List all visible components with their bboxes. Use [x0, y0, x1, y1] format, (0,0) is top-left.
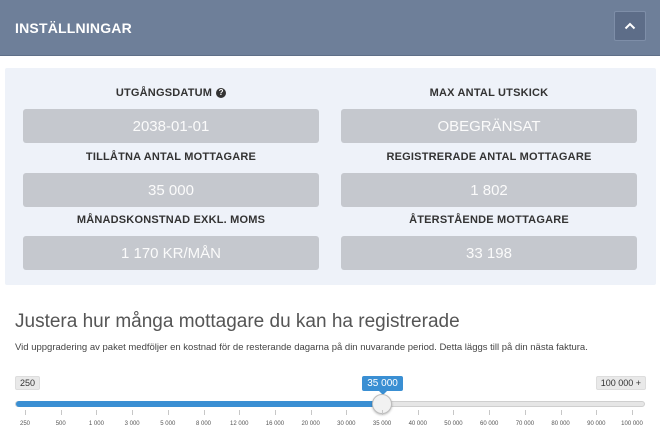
registered-recipients-field — [341, 150, 637, 207]
slider-tick — [489, 410, 490, 415]
monthly-cost-label: MÅNADSKONSTNAD EXKL. MOMS — [76, 214, 266, 226]
slider-tick — [346, 410, 347, 415]
slider-tick-label: 60 000 — [479, 421, 499, 427]
slider-track[interactable] — [15, 401, 645, 407]
slider-tick — [632, 410, 633, 415]
expiry-label — [23, 86, 319, 100]
adjust-title: Justera hur många mottagare du kan ha registrerade — [15, 311, 460, 332]
max-sends-label: MAX ANTAL UTSKICK — [429, 87, 549, 99]
slider-tick — [525, 410, 526, 415]
remaining-recipients-value: 33 198 — [341, 236, 637, 270]
slider-tick-label: 20 000 — [301, 421, 320, 427]
slider-tick-label: 100 000 — [621, 421, 643, 427]
slider-max-label: 100 000 + — [596, 376, 646, 390]
remaining-recipients-label: ÅTERSTÅENDE MOTTAGARE — [409, 214, 569, 226]
slider-tick-label: 35 000 — [372, 421, 392, 427]
slider-tick-label: 70 000 — [515, 421, 535, 427]
info-panel — [5, 68, 656, 285]
slider-ticks — [0, 410, 660, 445]
allowed-recipients-label: TILLÅTNA ANTAL MOTTAGARE — [85, 151, 257, 163]
slider-tick-label: 90 000 — [587, 421, 606, 427]
monthly-cost-value: 1 170 KR/MÅN — [23, 236, 319, 270]
slider-tick-label: 12 000 — [230, 421, 249, 427]
slider-tick-label: 40 000 — [408, 421, 427, 427]
allowed-recipients-field — [23, 150, 319, 207]
slider-tick-label: 30 000 — [337, 421, 356, 427]
slider-min-label: 250 — [15, 376, 40, 390]
slider-tick — [239, 410, 240, 415]
adjust-description: Vid uppgradering av paket medföljer en kostnad för de resterande dagarna på din nuvarande period. Detta läggs till på din nästa faktura. — [15, 342, 588, 353]
registered-recipients-value: 1 802 — [341, 173, 637, 207]
header-title: INSTÄLLNINGAR — [15, 20, 132, 36]
slider-tick-label: 250 — [19, 421, 31, 427]
expiry-field — [23, 86, 319, 143]
slider-tick — [382, 410, 383, 415]
slider-current-value: 35 000 — [362, 376, 403, 391]
slider-tick — [168, 410, 169, 415]
allowed-recipients-value: 35 000 — [23, 173, 319, 207]
slider-tick-label: 3 000 — [124, 421, 140, 427]
slider-tick-label: 5 000 — [160, 421, 176, 427]
registered-recipients-label: REGISTRERADE ANTAL MOTTAGARE — [386, 151, 592, 163]
slider-tick — [275, 410, 276, 415]
remaining-recipients-field — [341, 213, 637, 270]
slider-tick-label: 500 — [55, 421, 66, 427]
chevron-up-icon — [624, 22, 636, 30]
slider-tick-label: 1 000 — [88, 421, 104, 427]
monthly-cost-field — [23, 213, 319, 270]
slider-tick — [96, 410, 97, 415]
slider-tick — [132, 410, 133, 415]
max-sends-value: OBEGRÄNSAT — [341, 109, 637, 143]
expiry-value: 2038-01-01 — [23, 109, 319, 143]
slider-tick — [596, 410, 597, 415]
max-sends-field — [341, 86, 637, 143]
slider-tick — [561, 410, 562, 415]
collapse-button[interactable] — [614, 11, 646, 41]
slider-tick — [311, 410, 312, 415]
help-icon[interactable]: ? — [216, 88, 226, 98]
slider-tick — [25, 410, 26, 415]
slider-tick — [453, 410, 454, 415]
expiry-label-text: UTGÅNGSDATUM — [115, 87, 213, 99]
slider-tick — [204, 410, 205, 415]
slider-tick-label: 16 000 — [265, 421, 285, 427]
slider-fill — [16, 401, 383, 407]
settings-header — [0, 0, 660, 56]
slider-tick-label: 50 000 — [444, 421, 463, 427]
slider-tick-label: 8 000 — [196, 421, 212, 427]
slider-tick — [418, 410, 419, 415]
slider-tick-label: 80 000 — [551, 421, 570, 427]
slider-tick — [61, 410, 62, 415]
